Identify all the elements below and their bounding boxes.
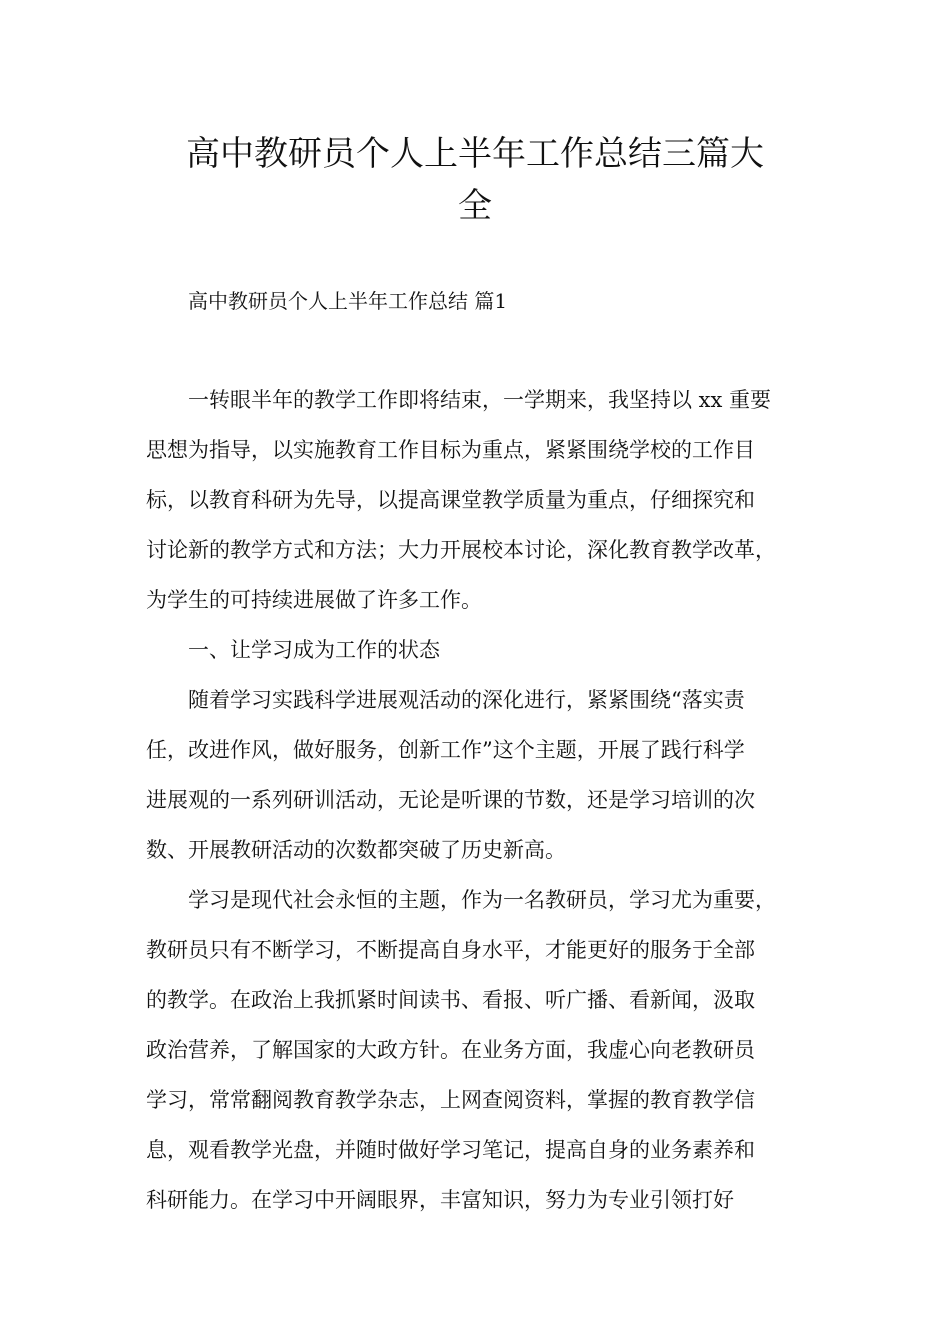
paragraph-line: 数、开展教研活动的次数都突破了历史新高。 [146,838,566,862]
paragraph-line: 教研员只有不断学习，不断提高自身水平，才能更好的服务于全部 [146,938,755,962]
paragraph-line: 政治营养，了解国家的大政方针。在业务方面，我虚心向老教研员 [146,1038,755,1062]
paragraph-line: 息，观看教学光盘，并随时做好学习笔记，提高自身的业务素养和 [146,1138,755,1162]
paragraph-line: 标，以教育科研为先导，以提高课堂教学质量为重点，仔细探究和 [146,488,755,512]
paragraph-line: 学习，常常翻阅教育教学杂志，上网查阅资料，掌握的教育教学信 [146,1088,755,1112]
section-heading: 一、让学习成为工作的状态 [188,638,440,662]
paragraph-line: 进展观的一系列研训活动，无论是听课的节数，还是学习培训的次 [146,788,755,812]
paragraph-line: 任，改进作风，做好服务，创新工作”这个主题，开展了践行科学 [146,738,745,762]
paragraph-line: 学习是现代社会永恒的主题，作为一名教研员，学习尤为重要， [188,888,776,912]
title-line-1: 高中教研员个人上半年工作总结三篇大 [186,134,764,174]
paragraph-line: 思想为指导，以实施教育工作目标为重点，紧紧围绕学校的工作目 [146,438,755,462]
paragraph-line: 为学生的可持续进展做了许多工作。 [146,588,482,612]
document-title [120,128,830,232]
section-subtitle: 高中教研员个人上半年工作总结 篇1 [188,289,508,313]
paragraph-line: 讨论新的教学方式和方法；大力开展校本讨论，深化教育教学改革， [146,538,776,562]
paragraph-line: 科研能力。在学习中开阔眼界，丰富知识，努力为专业引领打好 [146,1188,734,1212]
paragraph-line: 随着学习实践科学进展观活动的深化进行，紧紧围绕“落实责 [188,688,745,712]
paragraph-line: 的教学。在政治上我抓紧时间读书、看报、听广播、看新闻，汲取 [146,988,755,1012]
paragraph-line: 一转眼半年的教学工作即将结束，一学期来，我坚持以 xx 重要 [188,388,772,412]
title-line-2: 全 [458,186,492,226]
